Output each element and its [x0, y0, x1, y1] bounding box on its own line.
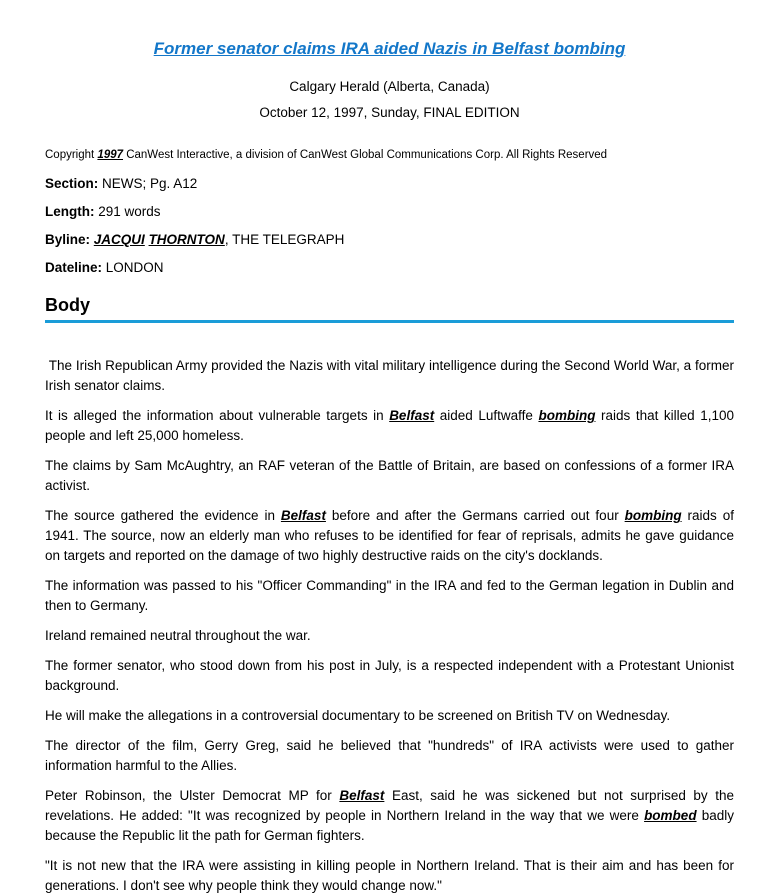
copyright-line: Copyright 1997 CanWest Interactive, a division of CanWest Global Communications Corp. All Rights Reserved [45, 149, 608, 161]
article-title-link[interactable]: Former senator claims IRA aided Nazis in Belfast bombing [153, 39, 626, 58]
body-paragraph: The information was passed to his "Officer Commanding" in the IRA and fed to the German legation in Dublin and then to Germany. [45, 578, 734, 613]
body-paragraph: The former senator, who stood down from his post in July, is a respected independent with a Protestant Unionist background. [45, 658, 734, 693]
search-term-highlight: bombing [624, 508, 682, 523]
body-paragraph: The claims by Sam McAughtry, an RAF veteran of the Battle of Britain, are based on confessions of a former IRA activist. [45, 458, 734, 493]
search-term-highlight: Belfast [389, 408, 435, 423]
body-paragraphs [45, 356, 734, 896]
body-paragraph: The source gathered the evidence in Belfast before and after the Germans carried out four bombing raids of 1941. The source, now an elderly man who refuses to be identified for fear of reprisals, admits he gave guidance on targets and reported on the damage of two highly destructive raids on the city's docklands. [45, 508, 734, 563]
body-heading: Body [45, 295, 90, 315]
publication-name: Calgary Herald (Alberta, Canada) [289, 79, 490, 94]
body-paragraph: The Irish Republican Army provided the Nazis with vital military intelligence during the Second World War, a former Irish senator claims. [45, 358, 734, 393]
search-term-highlight: bombing [538, 408, 596, 423]
search-term-highlight: bombed [644, 808, 697, 823]
search-term-highlight: JACQUI [93, 232, 145, 247]
meta-label: Length: [45, 204, 95, 219]
meta-dateline: Dateline: LONDON [45, 260, 164, 275]
meta-label: Section: [45, 176, 99, 191]
search-term-highlight: THORNTON [148, 232, 225, 247]
meta-length: Length: 291 words [45, 204, 161, 219]
body-paragraph: The director of the film, Gerry Greg, said he believed that "hundreds" of IRA activists were used to gather information harmful to the Allies. [45, 738, 734, 773]
body-paragraph: It is alleged the information about vulnerable targets in Belfast aided Luftwaffe bombing raids that killed 1,100 people and left 25,000 homeless. [45, 408, 734, 443]
body-paragraph: Ireland remained neutral throughout the war. [45, 628, 311, 643]
meta-byline: Byline: JACQUI THORNTON, THE TELEGRAPH [45, 232, 345, 247]
publication-edition: October 12, 1997, Sunday, FINAL EDITION [259, 105, 520, 120]
search-term-highlight: 1997 [97, 149, 124, 161]
body-paragraph: He will make the allegations in a controversial documentary to be screened on British TV on Wednesday. [45, 708, 671, 723]
meta-label: Byline: [45, 232, 91, 247]
search-term-highlight: Belfast [280, 508, 326, 523]
meta-section: Section: NEWS; Pg. A12 [45, 176, 198, 191]
body-paragraph: Peter Robinson, the Ulster Democrat MP for Belfast East, said he was sickened but not surprised by the revelations. He added: "It was recognized by people in Northern Ireland in the way that we were bombed badly because the Republic lit the path for German fighters. [45, 788, 734, 843]
body-divider [45, 320, 734, 323]
search-term-highlight: Belfast [339, 788, 385, 803]
meta-lines [45, 175, 734, 276]
body-paragraph: "It is not new that the IRA were assisting in killing people in Northern Ireland. That is their aim and has been for generations. I don't see why people think they would change now." [45, 858, 734, 893]
meta-label: Dateline: [45, 260, 103, 275]
